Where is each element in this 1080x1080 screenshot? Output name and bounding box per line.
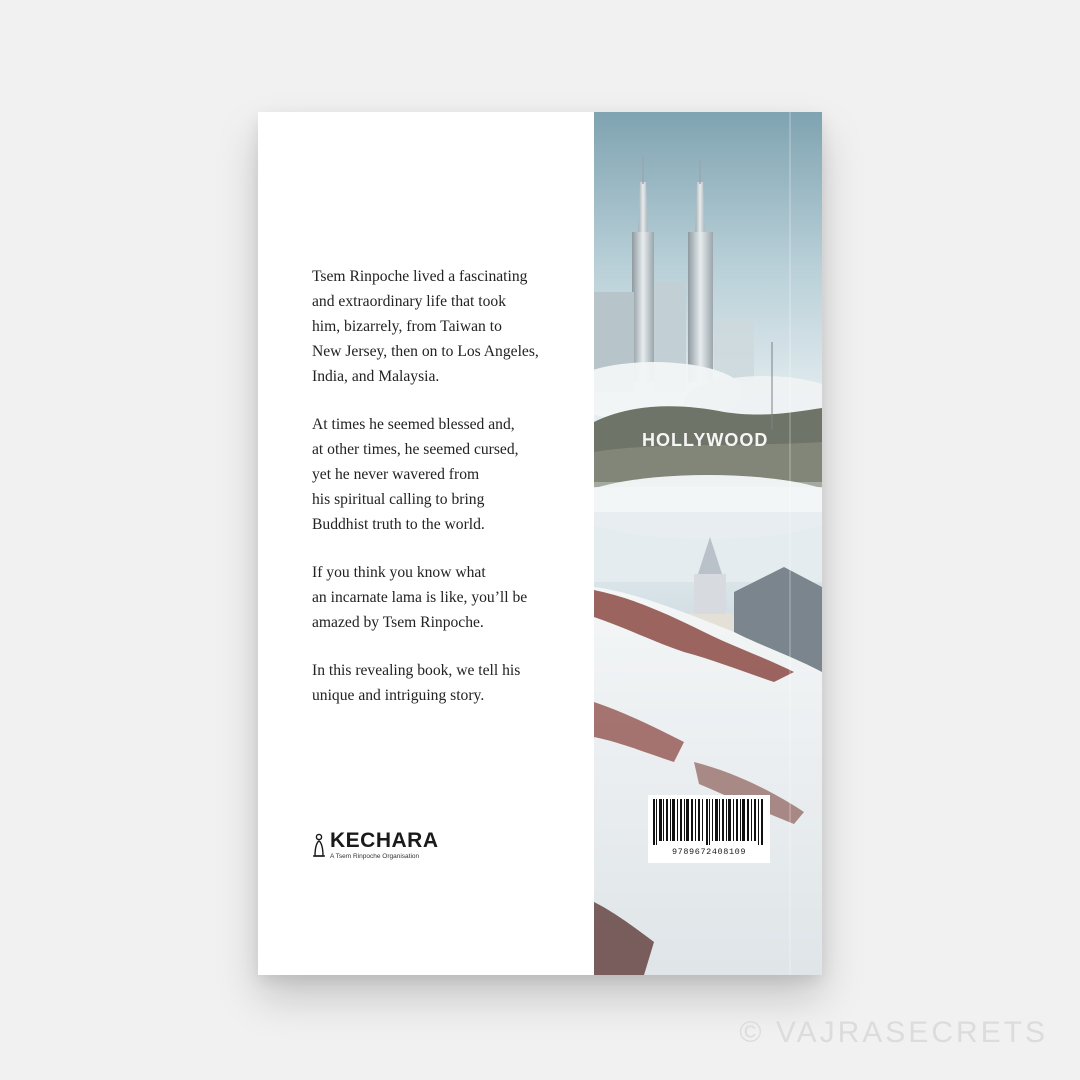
book-back-cover: [258, 112, 822, 975]
hollywood-sign-text: HOLLYWOOD: [642, 430, 769, 450]
blurb-paragraph: Tsem Rinpoche lived a fascinating and extraordinary life that took him, bizarrely, from Taiwan to New Jersey, then on to Los Angeles, India, and Malaysia.: [312, 268, 539, 385]
blurb-panel: [258, 112, 594, 975]
lotus-figure-icon: [312, 832, 326, 858]
isbn-digits: 9789672408109: [671, 847, 747, 857]
publisher-tagline: A Tsem Rinpoche Organisation: [330, 853, 420, 860]
cover-photo-panel: [594, 112, 822, 975]
publisher-name: KECHARA: [330, 829, 439, 852]
barcode-bars-icon: [653, 799, 765, 845]
publisher-logo: [312, 830, 439, 860]
blurb-paragraph: If you think you know what an incarnate lama is like, you’ll be amazed by Tsem Rinpoche.: [312, 564, 528, 631]
blurb-paragraph: In this revealing book, we tell his unique and intriguing story.: [312, 662, 521, 704]
barcode: [648, 795, 770, 863]
blurb-paragraph: At times he seemed blessed and, at other times, he seemed cursed, yet he never wavered from his spiritual calling to bring Buddhist truth to the world.: [312, 416, 519, 533]
watermark: © VAJRASECRETS: [739, 1016, 1048, 1049]
book-blurb: [312, 264, 592, 731]
